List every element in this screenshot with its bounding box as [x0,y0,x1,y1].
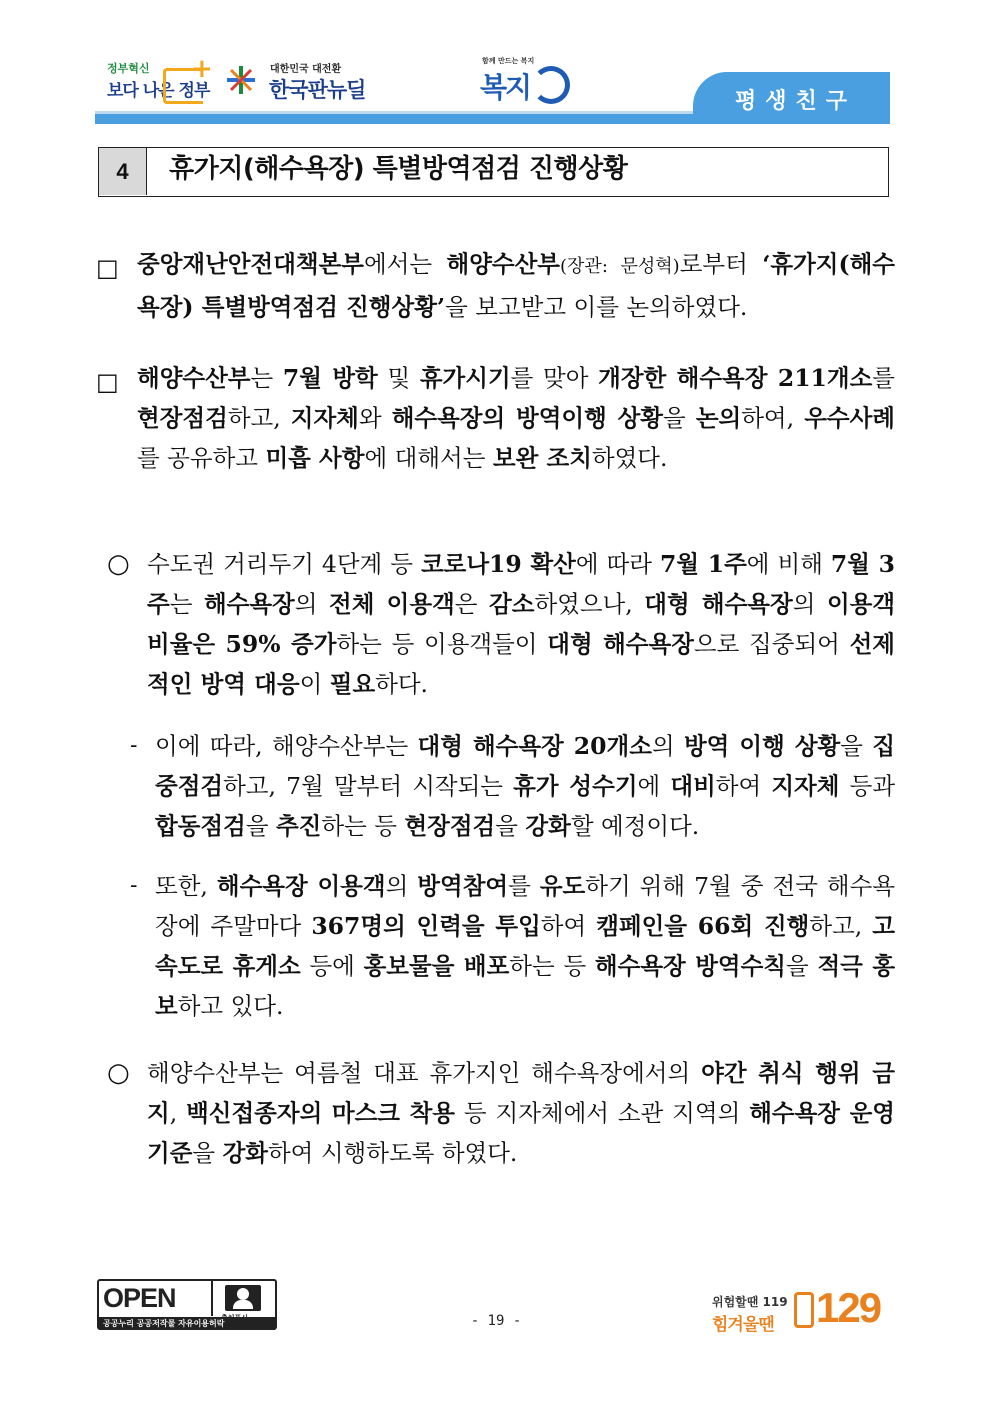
circle-bullet: ○ [107,1058,130,1088]
person-icon [225,1285,261,1311]
paragraph-1: 중앙재난안전대책본부에서는 해양수산부(장관: 문성혁)로부터 ‘휴가지(해수욕장) 특별방역점검 진행상황’을 보고받고 이를 논의하였다. [137,250,895,321]
section-title-box [98,147,889,197]
korean-new-deal-logo: 대한민국 대전환 한국판뉴딜 [225,58,375,108]
new-deal-emblem-icon [225,64,257,96]
paragraph-2: 해양수산부는 7월 방학 및 휴가시기를 맞아 개장한 해수욕장 211개소를 현장점검하고, 지자체와 해수욕장의 방역이행 상황을 논의하여, 우수사례를 공유하고 미흡 사항에 대해서는 보완 조치하였다. [137,364,895,472]
paragraph-4: 이에 따라, 해양수산부는 대형 해수욕장 20개소의 방역 이행 상황을 집중점검하고, 7월 말부터 시작되는 휴가 성수기에 대비하여 지자체 등과 합동점검을 추진하는 등 현장점검을 강화할 예정이다. [155,732,896,840]
paragraph-3: 수도권 거리두기 4단계 등 코로나19 확산에 따라 7월 1주에 비해 7월 3주는 해수욕장의 전체 이용객은 감소하였으나, 대형 해수욕장의 이용객 비율은 59% 증가하는 등 이용객들이 대형 해수욕장으로 집중되어 선제적인 방역 대응이 필요하다. [147,550,896,698]
plus-icon: + [191,54,213,84]
header-tab: 평생친구 [693,72,890,124]
logo-ring-shape [532,66,570,104]
paragraph-6: 해양수산부는 여름철 대표 휴가지인 해수욕장에서의 야간 취식 행위 금지, 백신접종자의 마스크 착용 등 지자체에서 소관 지역의 해수욕장 운영기준을 강화하여 시행하도록 하였다. [147,1059,895,1167]
dash-bullet: - [130,733,138,758]
page-header [95,48,890,126]
bokji-logo: 함께 만드는 복지 복지 [480,56,580,111]
open-license-logo: OPEN 공공누리 공공저작물 자유이용허락 [97,1279,277,1330]
square-bullet: □ [96,254,119,282]
paragraph-5: 또한, 해수욕장 이용객의 방역참여를 유도하기 위해 7월 중 전국 해수욕장에 주말마다 367명의 인력을 투입하여 캠페인을 66회 진행하고, 고속도로 휴게소 등에 홍보물을 배포하는 등 해수욕장 방역수칙을 적극 홍보하고 있다. [155,872,896,1020]
phone-icon [794,1292,814,1328]
section-number: 4 [99,148,147,195]
hotline-129-logo: 위험할땐 119 힘겨울땐 129 [712,1284,881,1335]
square-bullet: □ [96,368,119,396]
dash-bullet: - [130,873,138,898]
gov-innovation-logo: 정부혁신 보다 나은 정부 + [107,60,212,108]
page-number: - 19 - [470,1313,522,1329]
logo-divider [211,1281,213,1316]
circle-bullet: ○ [107,549,130,579]
section-title: 휴가지(해수욕장) 특별방역점검 진행상황 [169,154,628,184]
